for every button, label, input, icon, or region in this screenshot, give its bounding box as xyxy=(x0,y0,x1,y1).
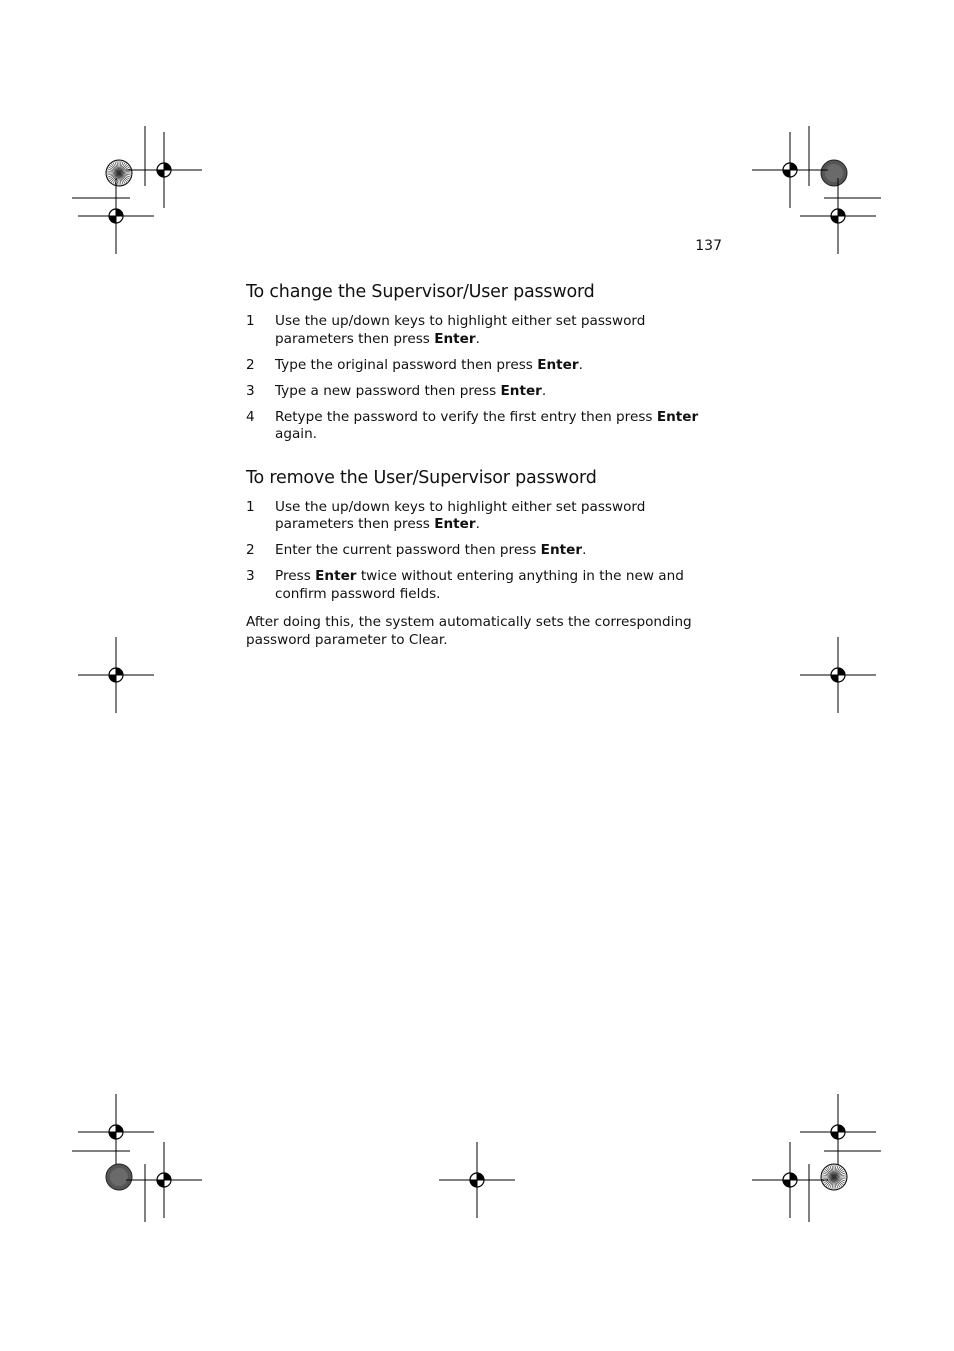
key-name: Enter xyxy=(500,382,542,399)
step-number: 4 xyxy=(246,408,255,425)
registration-target-icon xyxy=(800,637,876,713)
step-text: Press Enter twice without entering anything in the new and confirm password fields. xyxy=(275,568,684,602)
list-item xyxy=(246,409,726,444)
key-name: Enter xyxy=(315,568,357,584)
page-number: 137 xyxy=(695,238,722,254)
step-number: 3 xyxy=(246,568,255,584)
registration-dot-icon xyxy=(106,1164,132,1190)
section-heading-change-password: To change the Supervisor/User password xyxy=(246,282,595,302)
step-number: 3 xyxy=(246,382,255,399)
key-name: Enter xyxy=(537,356,579,373)
registration-target-icon xyxy=(800,178,876,254)
registration-starburst-icon xyxy=(106,160,132,186)
list-item xyxy=(246,357,726,375)
list-item xyxy=(246,499,726,534)
key-name: Enter xyxy=(434,330,476,347)
step-number: 1 xyxy=(246,313,255,329)
registration-target-icon xyxy=(78,637,154,713)
step-text: Type the original password then press Enter. xyxy=(275,356,583,373)
registration-target-icon xyxy=(752,132,828,208)
closing-paragraph: After doing this, the system automatically sets the corresponding password parameter to Clear. xyxy=(246,614,692,648)
registration-target-icon xyxy=(126,132,202,208)
registration-target-icon xyxy=(439,1142,515,1218)
step-number: 2 xyxy=(246,356,255,373)
registration-target-icon xyxy=(126,1142,202,1218)
list-item xyxy=(246,542,726,560)
list-item xyxy=(246,568,726,603)
document-body xyxy=(246,280,726,649)
step-text: Retype the password to verify the first entry then press Enter again. xyxy=(275,408,699,442)
registration-target-icon xyxy=(752,1142,828,1218)
step-number: 1 xyxy=(246,498,255,515)
step-number: 2 xyxy=(246,542,255,558)
key-name: Enter xyxy=(656,408,699,425)
step-text: Enter the current password then press Enter. xyxy=(275,542,587,558)
registration-dot-icon xyxy=(821,160,847,186)
registration-starburst-icon xyxy=(821,1164,847,1190)
change-password-steps xyxy=(246,313,726,444)
registration-target-icon xyxy=(78,178,154,254)
registration-target-icon xyxy=(78,1094,154,1170)
list-item xyxy=(246,383,726,401)
list-item xyxy=(246,313,726,348)
key-name: Enter xyxy=(434,516,476,532)
remove-password-steps xyxy=(246,499,726,604)
step-text: Use the up/down keys to highlight either set password parameters then press Enter. xyxy=(275,313,646,347)
key-name: Enter xyxy=(540,542,583,558)
registration-target-icon xyxy=(800,1094,876,1170)
section-heading-remove-password: To remove the User/Supervisor password xyxy=(246,467,597,488)
step-text: Use the up/down keys to highlight either set password parameters then press Enter. xyxy=(275,498,646,532)
step-text: Type a new password then press Enter. xyxy=(275,382,547,399)
